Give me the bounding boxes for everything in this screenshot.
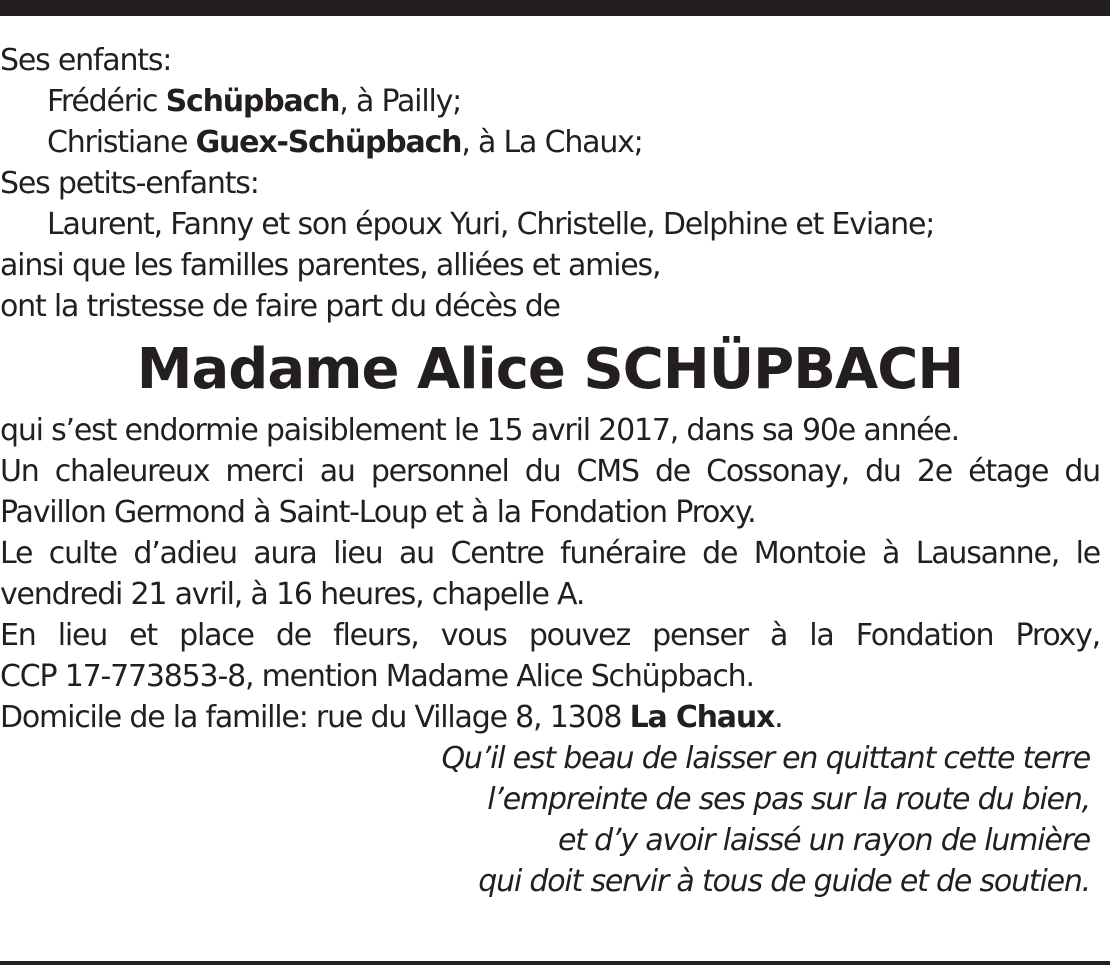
poem-line: Qu’il est beau de laisser en quittant cette terre (441, 741, 1090, 776)
poem-line: qui doit servir à tous de guide et de soutien. (478, 864, 1090, 899)
address-prefix: Domicile de la famille: rue du Village 8, 1308 (0, 700, 630, 735)
obituary-notice (0, 40, 1100, 902)
child-place: , à Pailly; (339, 84, 462, 119)
flowers-line-1: En lieu et place de fleurs, vous pouvez penser à la Fondation Proxy, (0, 618, 1100, 653)
address-line (0, 697, 1100, 738)
announce-line: ont la tristesse de faire part du décès de (0, 289, 560, 324)
poem-line: et d’y avoir laissé un rayon de lumière (558, 823, 1090, 858)
child-entry (0, 81, 1100, 122)
thanks-line-1: Un chaleureux merci au personnel du CMS de Cossonay, du 2e étage du (0, 454, 1100, 489)
top-rule (0, 0, 1110, 16)
service-line-1: Le culte d’adieu aura lieu au Centre funéraire de Montoie à Lausanne, le (0, 536, 1100, 571)
address-town: La Chaux (629, 700, 775, 735)
flowers-line-2: CCP 17-773853-8, mention Madame Alice Schüpbach. (0, 659, 754, 694)
deceased-name: Madame Alice SCHÜPBACH (136, 337, 964, 402)
grandchildren-list: Laurent, Fanny et son époux Yuri, Christelle, Delphine et Eviane; (47, 207, 935, 242)
bottom-rule (0, 961, 1110, 965)
child-last-name: Schüpbach (165, 84, 340, 119)
child-place: , à La Chaux; (461, 125, 643, 160)
thanks-line-2: Pavillon Germond à Saint-Loup et à la Fondation Proxy. (0, 495, 756, 530)
child-first-name: Frédéric (47, 84, 158, 119)
passing-line: qui s’est endormie paisiblement le 15 avril 2017, dans sa 90e année. (0, 413, 959, 448)
service-line-2: vendredi 21 avril, à 16 heures, chapelle A. (0, 577, 585, 612)
child-last-name: Guex-Schüpbach (195, 125, 462, 160)
poem (0, 738, 1100, 902)
address-suffix: . (774, 700, 783, 735)
children-label: Ses enfants: (0, 43, 172, 78)
child-first-name: Christiane (47, 125, 188, 160)
relatives-line: ainsi que les familles parentes, alliées et amies, (0, 248, 661, 283)
child-entry (0, 122, 1100, 163)
grandchildren-label: Ses petits-enfants: (0, 166, 259, 201)
poem-line: l’empreinte de ses pas sur la route du bien, (487, 782, 1090, 817)
